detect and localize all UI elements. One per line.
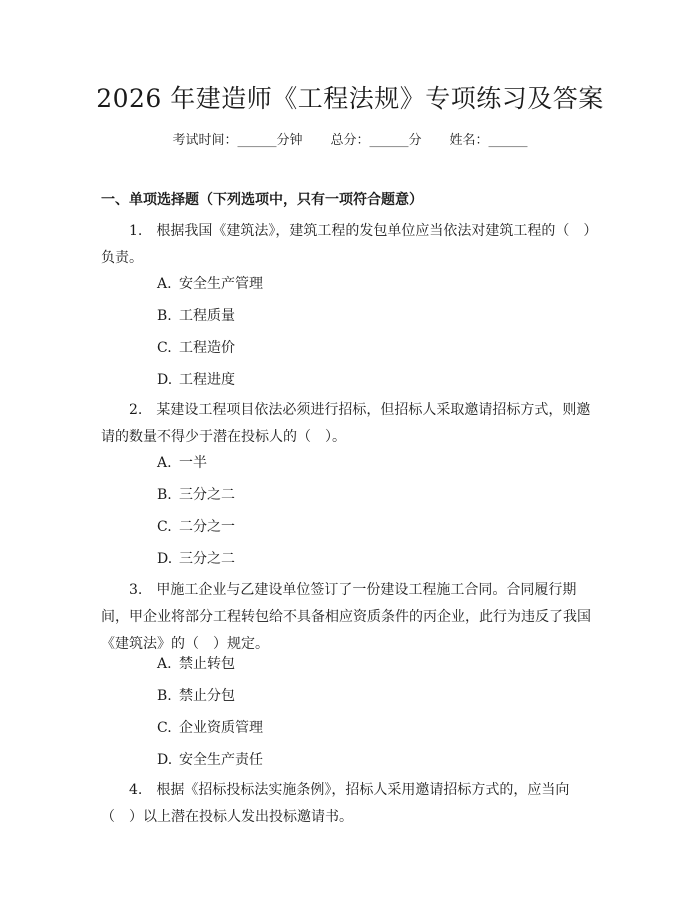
- option-letter: A.: [157, 276, 172, 292]
- option-letter: D.: [157, 372, 173, 388]
- question-1: 1. 根据我国《建筑法》，建筑工程的发包单位应当依法对建筑工程的（ ）负责。: [101, 223, 591, 266]
- q3-option-d: [157, 750, 263, 770]
- q1-option-c: [157, 338, 235, 358]
- option-text: 禁止分包: [179, 688, 235, 704]
- option-text: 一半: [179, 455, 207, 471]
- question-3: 3. 甲施工企业与乙建设单位签订了一份建设工程施工合同。合同履行期间，甲企业将部分工程转包给不具备相应资质条件的丙企业，此行为违反了我国《建筑法》的（ ）规定。: [101, 582, 591, 652]
- option-text: 禁止转包: [179, 656, 235, 672]
- q1-option-d: [157, 370, 235, 390]
- page-title: 2026 年建造师《工程法规》专项练习及答案: [96, 84, 604, 113]
- option-text: 三分之二: [179, 487, 235, 503]
- q3-option-b: [157, 686, 235, 706]
- option-text: 三分之二: [179, 551, 235, 567]
- total-score: 总分：______分: [330, 133, 422, 148]
- q1-option-b: [157, 306, 235, 326]
- option-letter: D.: [157, 752, 173, 768]
- q1-option-a: [157, 274, 263, 294]
- q2-option-c: [157, 517, 235, 537]
- question-2: 2. 某建设工程项目依法必须进行招标，但招标人采取邀请招标方式，则邀请的数量不得少于潜在投标人的（ ）。: [101, 402, 591, 445]
- q3-option-c: [157, 718, 263, 738]
- q2-option-a: [157, 453, 207, 473]
- q3-option-a: [157, 654, 235, 674]
- option-letter: D.: [157, 551, 173, 567]
- option-text: 二分之一: [179, 519, 235, 535]
- option-letter: B.: [157, 308, 172, 324]
- option-letter: C.: [157, 720, 172, 736]
- option-letter: C.: [157, 340, 172, 356]
- option-text: 企业资质管理: [179, 720, 263, 736]
- option-text: 安全生产管理: [179, 276, 263, 292]
- question-4: 4. 根据《招标投标法实施条例》，招标人采用邀请招标方式的，应当向（ ）以上潜在投标人发出投标邀请书。: [101, 782, 570, 825]
- section-heading: 一、单项选择题（下列选项中，只有一项符合题意）: [101, 192, 423, 208]
- option-letter: A.: [157, 656, 172, 672]
- q2-option-d: [157, 549, 235, 569]
- q2-option-b: [157, 485, 235, 505]
- option-text: 工程造价: [179, 340, 235, 356]
- option-text: 工程质量: [179, 308, 235, 324]
- option-letter: B.: [157, 688, 172, 704]
- option-text: 安全生产责任: [179, 752, 263, 768]
- option-letter: C.: [157, 519, 172, 535]
- exam-time: 考试时间：______分钟: [172, 133, 303, 148]
- option-letter: B.: [157, 487, 172, 503]
- option-text: 工程进度: [179, 372, 235, 388]
- student-name: 姓名：______: [449, 133, 528, 148]
- exam-meta: [0, 131, 700, 151]
- option-letter: A.: [157, 455, 172, 471]
